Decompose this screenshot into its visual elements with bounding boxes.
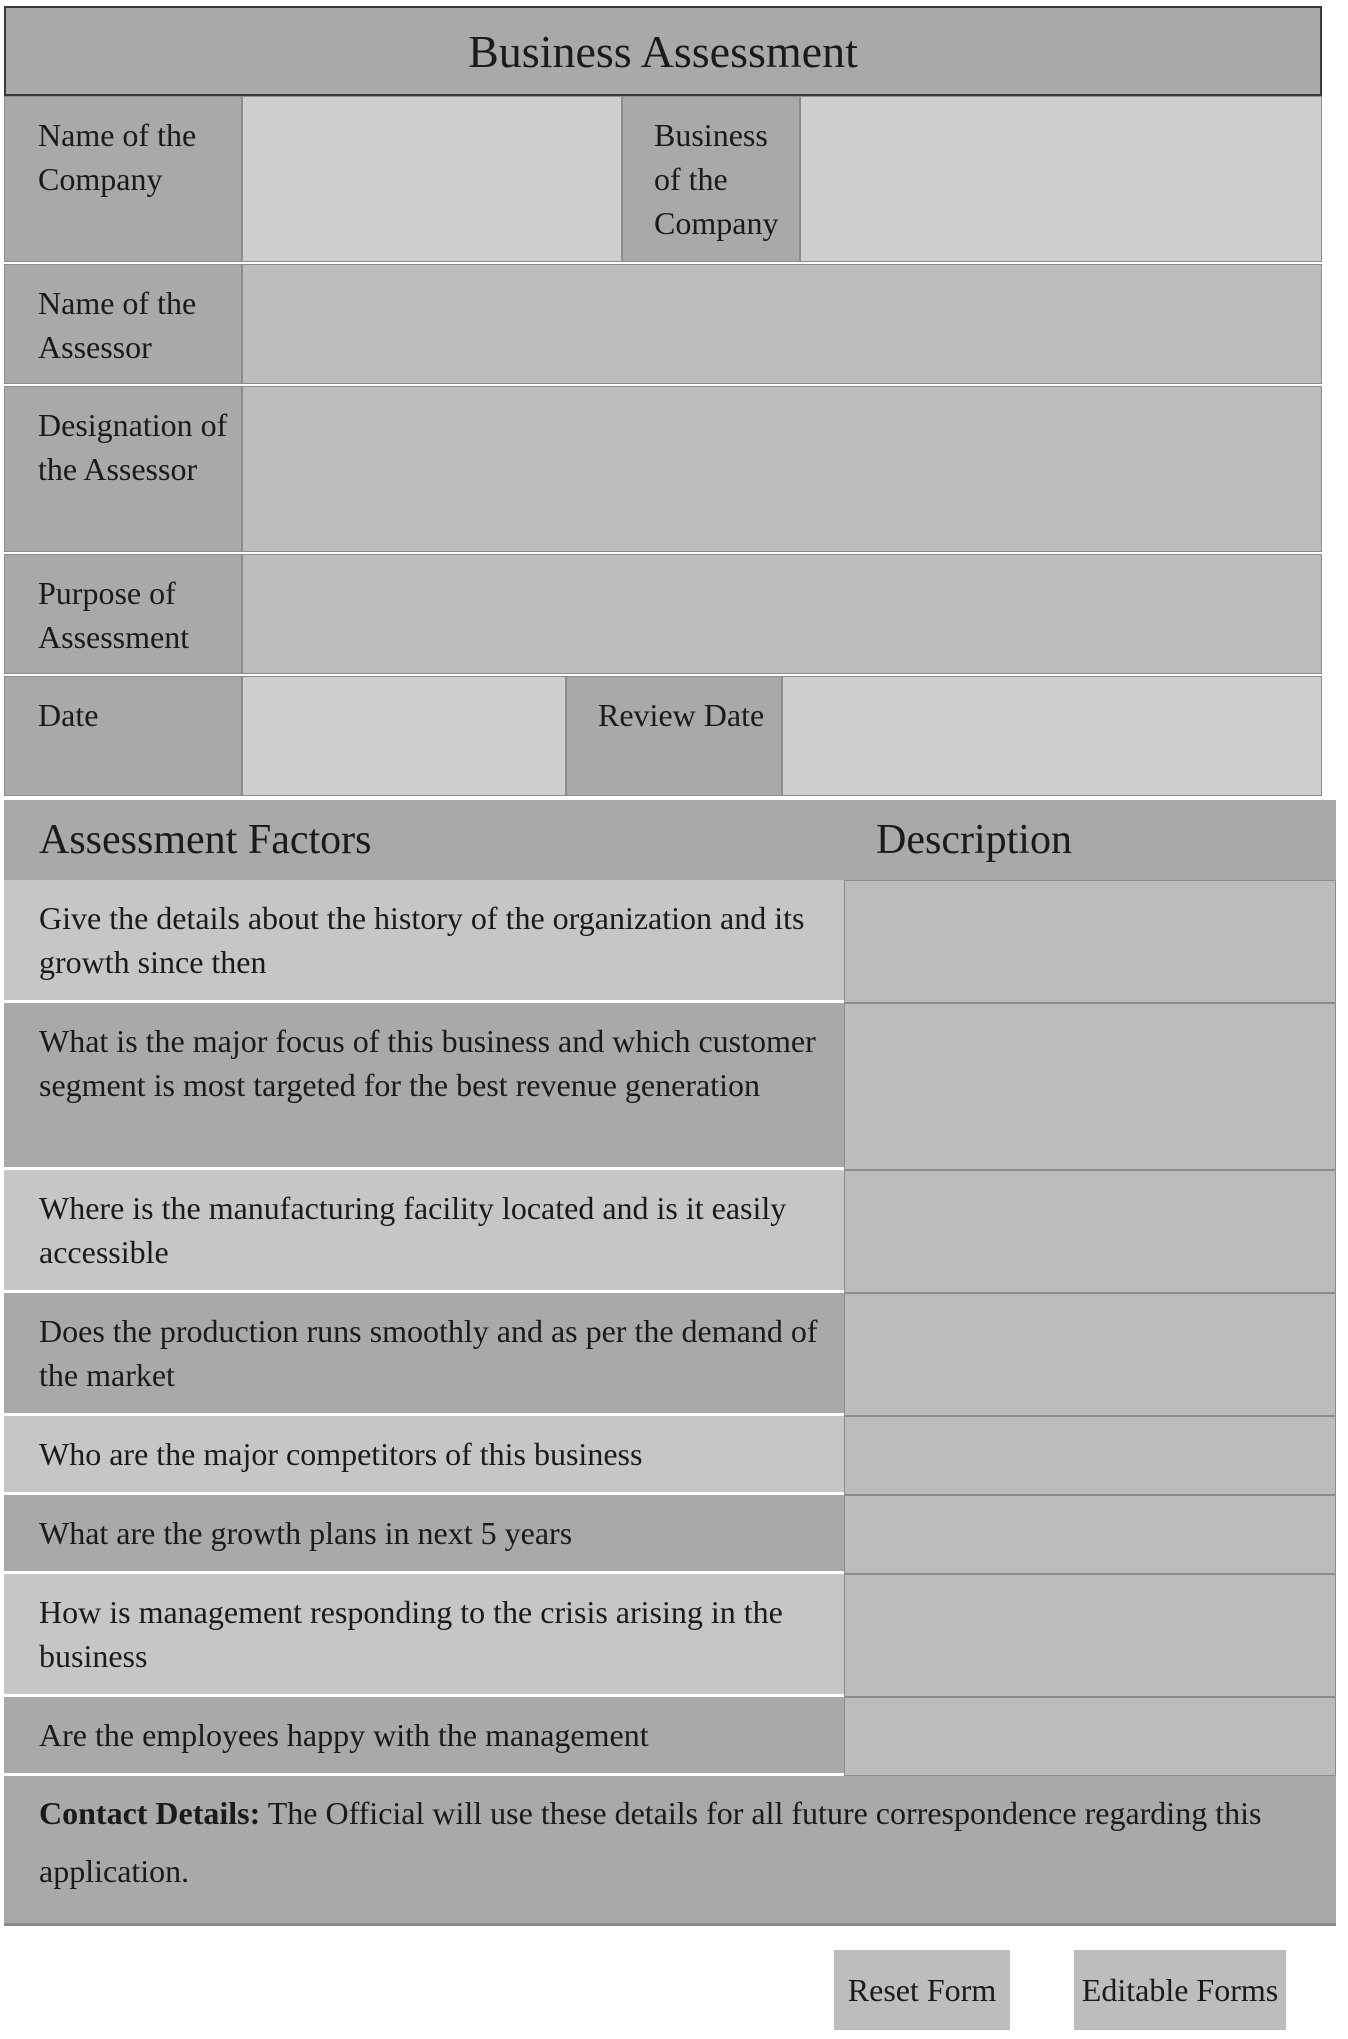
description-header: Description bbox=[844, 800, 1336, 880]
reset-form-button[interactable]: Reset Form bbox=[834, 1950, 1010, 2030]
assessor-name-input[interactable] bbox=[242, 264, 1322, 384]
description-input-4[interactable] bbox=[844, 1293, 1336, 1416]
factor-row-3: Where is the manufacturing facility located and is it easily accessible bbox=[4, 1170, 844, 1293]
factors-header: Assessment Factors bbox=[4, 800, 844, 880]
description-input-1[interactable] bbox=[844, 880, 1336, 1003]
company-business-label: Business of the Company bbox=[622, 96, 800, 262]
description-input-3[interactable] bbox=[844, 1170, 1336, 1293]
description-input-7[interactable] bbox=[844, 1574, 1336, 1697]
factor-row-8: Are the employees happy with the management bbox=[4, 1697, 844, 1776]
factor-row-5: Who are the major competitors of this business bbox=[4, 1416, 844, 1495]
description-input-6[interactable] bbox=[844, 1495, 1336, 1574]
assessor-designation-label: Designation of the Assessor bbox=[4, 386, 242, 552]
factor-row-6: What are the growth plans in next 5 years bbox=[4, 1495, 844, 1574]
review-date-input[interactable] bbox=[782, 676, 1322, 796]
contact-details bbox=[4, 1776, 1336, 1926]
form-title: Business Assessment bbox=[4, 6, 1322, 96]
date-input[interactable] bbox=[242, 676, 566, 796]
company-name-input[interactable] bbox=[242, 96, 622, 262]
factor-row-1: Give the details about the history of the organization and its growth since then bbox=[4, 880, 844, 1003]
description-input-5[interactable] bbox=[844, 1416, 1336, 1495]
date-label: Date bbox=[4, 676, 242, 796]
assessor-designation-input[interactable] bbox=[242, 386, 1322, 552]
description-input-2[interactable] bbox=[844, 1003, 1336, 1170]
review-date-label: Review Date bbox=[566, 676, 782, 796]
factor-row-2: What is the major focus of this business and which customer segment is most targeted for the best revenue generation bbox=[4, 1003, 844, 1170]
assessor-name-label: Name of the Assessor bbox=[4, 264, 242, 384]
description-input-8[interactable] bbox=[844, 1697, 1336, 1776]
contact-details-text: The Official will use these details for all future correspondence regarding this application. bbox=[39, 1795, 1262, 1889]
company-business-input[interactable] bbox=[800, 96, 1322, 262]
editable-forms-button[interactable]: Editable Forms bbox=[1074, 1950, 1286, 2030]
purpose-label: Purpose of Assessment bbox=[4, 554, 242, 674]
company-name-label: Name of the Company bbox=[4, 96, 242, 262]
purpose-input[interactable] bbox=[242, 554, 1322, 674]
contact-details-label: Contact Details: bbox=[39, 1795, 261, 1831]
factor-row-4: Does the production runs smoothly and as per the demand of the market bbox=[4, 1293, 844, 1416]
factor-row-7: How is management responding to the crisis arising in the business bbox=[4, 1574, 844, 1697]
